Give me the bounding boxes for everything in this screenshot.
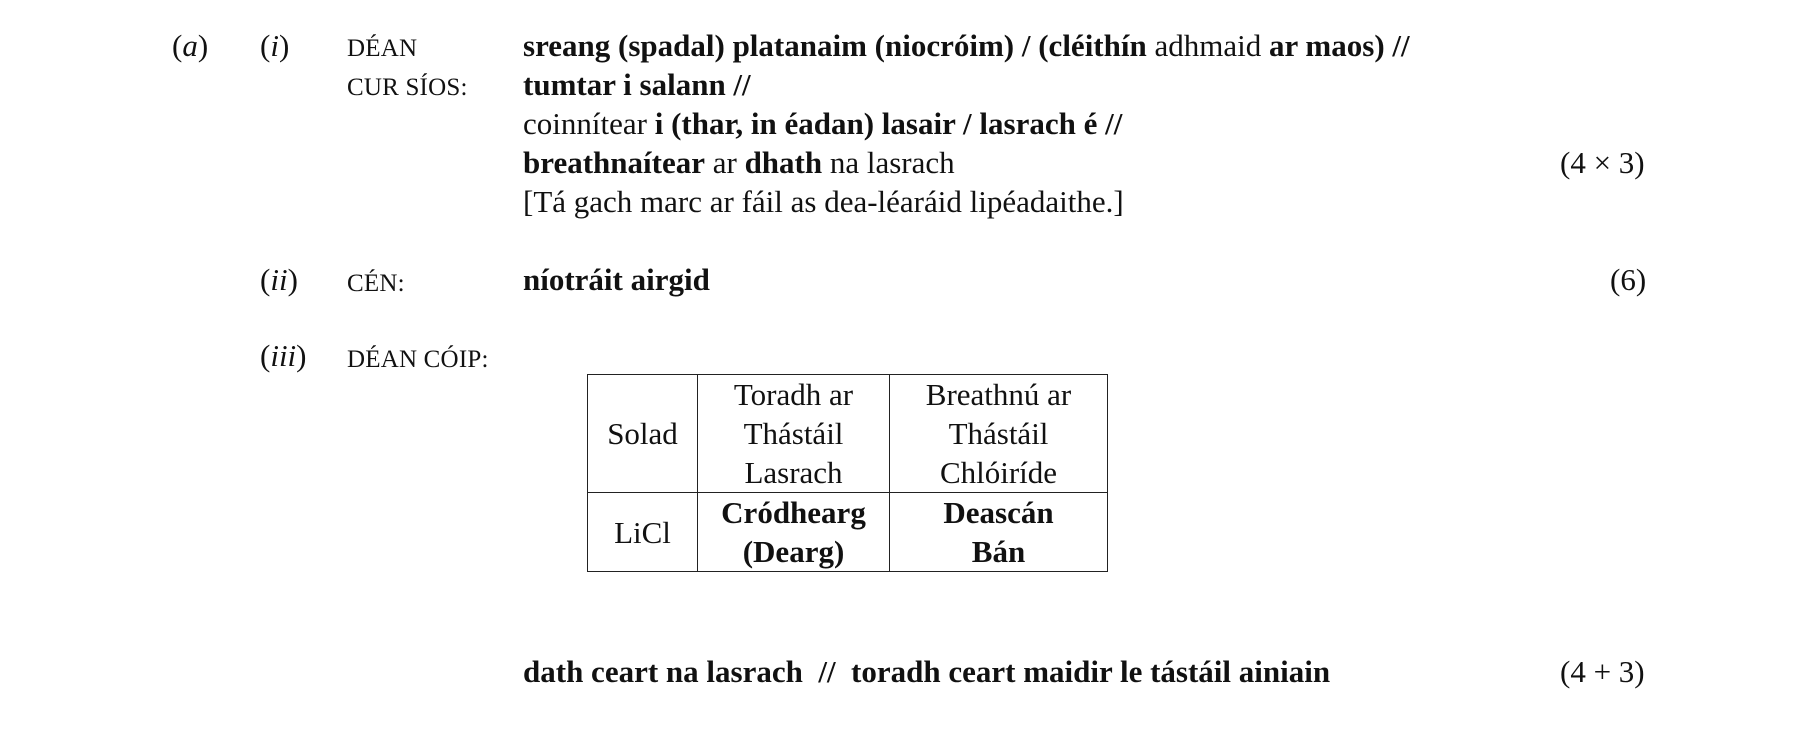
- question-i-number: (i): [260, 28, 290, 63]
- question-i-note: [Tá gach marc ar fáil as dea-léaráid lipéadaithe.]: [523, 184, 1124, 219]
- question-iii-criteria: dath ceart na lasrach // toradh ceart maidir le tástáil ainiain: [523, 654, 1331, 689]
- table-cell: Deascán Bán: [890, 493, 1108, 572]
- question-i-marks: (4 × 3): [1560, 145, 1645, 180]
- question-iii-number: (iii): [260, 338, 307, 373]
- question-ii-marks: (6): [1610, 262, 1647, 297]
- table-header-row: [588, 375, 1108, 493]
- question-i-instruction-line1: DÉAN: [347, 35, 418, 62]
- table-cell: Cródhearg (Dearg): [698, 493, 890, 572]
- question-i-answer-line1: sreang (spadal) platanaim (niocróim) / (cléithín adhmaid ar maos) //: [523, 28, 1410, 63]
- table-header-cell: Breathnú ar Thástáil Chlóiríde: [890, 375, 1108, 493]
- question-ii-number: (ii): [260, 262, 298, 297]
- question-ii-instruction: CÉN:: [347, 270, 405, 297]
- table-row: [588, 493, 1108, 572]
- question-ii-answer: níotráit airgid: [523, 262, 710, 297]
- results-table: [587, 374, 1108, 572]
- table-cell: LiCl: [588, 493, 698, 572]
- table-header-cell: Solad: [588, 375, 698, 493]
- question-iii-marks: (4 + 3): [1560, 654, 1645, 689]
- part-a-label: (a): [172, 28, 209, 63]
- question-i-instruction-line2: CUR SÍOS:: [347, 74, 468, 101]
- part-a-letter: a: [182, 28, 198, 63]
- table-header-cell: Toradh ar Thástáil Lasrach: [698, 375, 890, 493]
- question-i-answer-line4: breathnaítear ar dhath na lasrach: [523, 145, 955, 180]
- question-i-answer-line3: coinnítear i (thar, in éadan) lasair / lasrach é //: [523, 106, 1123, 141]
- question-i-answer-line2: tumtar i salann //: [523, 67, 751, 102]
- question-iii-instruction: DÉAN CÓIP:: [347, 346, 489, 373]
